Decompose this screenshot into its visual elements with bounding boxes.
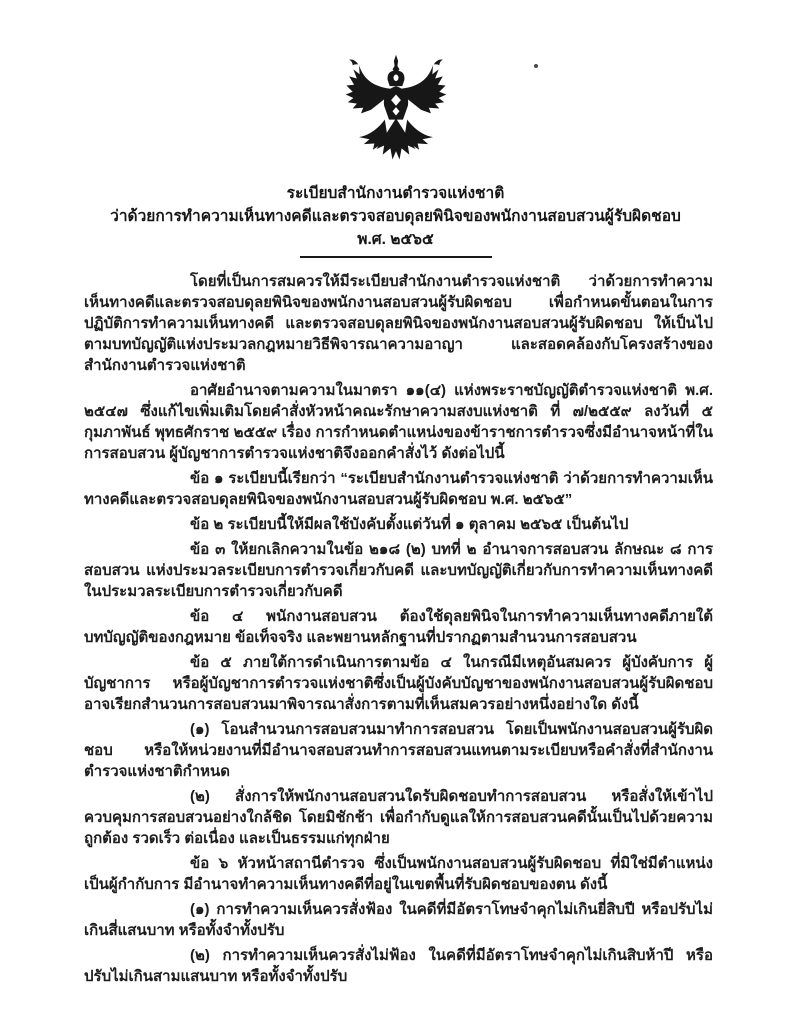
body-paragraph: ข้อ ๖ หัวหน้าสถานีตำรวจ ซึ่งเป็นพนักงานสอบสวนผู้รับผิดชอบ ที่มิใช่มีตำแหน่งเป็นผู้กำกับการ มีอำนาจทำความเห็นทางคดีที่อยู่ในเขตพื้นที่รับผิดชอบของตน ดังนี้	[84, 855, 713, 893]
title-line-2: ว่าด้วยการทำความเห็นทางคดีและตรวจสอบดุลยพินิจของพนักงานสอบสวนผู้รับผิดชอบ	[110, 208, 681, 225]
scan-artifact-dot	[534, 64, 538, 68]
body-paragraph: (๑) การทำความเห็นควรสั่งฟ้อง ในคดีที่มีอัตราโทษจำคุกไม่เกินยี่สิบปี หรือปรับไม่เกินสี่แสนบาท หรือทั้งจำทั้งปรับ	[84, 901, 713, 939]
body-paragraph: ข้อ ๕ ภายใต้การดำเนินการตามข้อ ๔ ในกรณีมีเหตุอันสมควร ผู้บังคับการ ผู้บัญชาการ หรือผู้บัญชาการตำรวจแห่งชาติซึ่งเป็นผู้บังคับบัญชาของพนักงานสอบสวนผู้รับผิดชอบ อาจเรียกสำนวนการสอบสวนมาพิจารณาสั่งการตามที่เห็นสมควรอย่างหนึ่งอย่างใด ดังนี้	[84, 654, 713, 713]
garuda-emblem-icon	[326, 54, 466, 170]
body-paragraph: ข้อ ๓ ให้ยกเลิกความในข้อ ๒๑๘ (๒) บทที่ ๒ อำนาจการสอบสวน ลักษณะ ๘ การสอบสวน แห่งประมวลระเบียบการตำรวจเกี่ยวกับคดี และบทบัญญัติเกี่ยวกับการทำความเห็นทางคดีในประมวลระเบียบการตำรวจเกี่ยวกับคดี	[84, 541, 713, 600]
title-divider	[300, 256, 492, 258]
body-paragraph: (๒) การทำความเห็นควรสั่งไม่ฟ้อง ในคดีที่มีอัตราโทษจำคุกไม่เกินสิบห้าปี หรือปรับไม่เกินสามแสนบาท หรือทั้งจำทั้งปรับ	[84, 947, 713, 985]
body-paragraph: ข้อ ๒ ระเบียบนี้ให้มีผลใช้บังคับตั้งแต่วันที่ ๑ ตุลาคม ๒๕๖๕ เป็นต้นไป	[190, 516, 629, 533]
body-paragraph: ข้อ ๑ ระเบียบนี้เรียกว่า “ระเบียบสำนักงานตำรวจแห่งชาติ ว่าด้วยการทำความเห็นทางคดีและตรวจสอบดุลยพินิจของพนักงานสอบสวนผู้รับผิดชอบ พ.ศ. ๒๕๖๕”	[84, 470, 713, 508]
body-paragraph: (๒) สั่งการให้พนักงานสอบสวนใดรับผิดชอบทำการสอบสวน หรือสั่งให้เข้าไปควบคุมการสอบสวนอย่างใกล้ชิด โดยมิชักช้า เพื่อกำกับดูแลให้การสอบสวนคดีนั้นเป็นไปด้วยความถูกต้อง รวดเร็ว ต่อเนื่อง และเป็นธรรมแก่ทุกฝ่าย	[84, 788, 713, 847]
title-line-3: พ.ศ. ๒๕๖๕	[357, 231, 434, 248]
document-body	[84, 271, 713, 987]
document-title-block	[0, 182, 791, 258]
body-paragraph: อาศัยอำนาจตามความในมาตรา ๑๑(๔) แห่งพระราชบัญญัติตำรวจแห่งชาติ พ.ศ. ๒๕๔๗ ซึ่งแก้ไขเพิ่มเติมโดยคำสั่งหัวหน้าคณะรักษาความสงบแห่งชาติ ที่ ๗/๒๕๕๙ ลงวันที่ ๕ กุมภาพันธ์ พุทธศักราช ๒๕๕๙ เรื่อง การกำหนดตำแหน่งของข้าราชการตำรวจซึ่งมีอำนาจหน้าที่ในการสอบสวน ผู้บัญชาการตำรวจแห่งชาติจึงออกคำสั่งไว้ ดังต่อไปนี้	[84, 382, 713, 462]
body-paragraph: ข้อ ๔ พนักงานสอบสวน ต้องใช้ดุลยพินิจในการทำความเห็นทางคดีภายใต้บทบัญญัติของกฎหมาย ข้อเท็จจริง และพยานหลักฐานที่ปรากฏตามสำนวนการสอบสวน	[84, 608, 713, 646]
body-paragraph: โดยที่เป็นการสมควรให้มีระเบียบสำนักงานตำรวจแห่งชาติ ว่าด้วยการทำความเห็นทางคดีและตรวจสอบดุลยพินิจของพนักงานสอบสวนผู้รับผิดชอบ เพื่อกำหนดขั้นตอนในการปฏิบัติการทำความเห็นทางคดี และตรวจสอบดุลยพินิจของพนักงานสอบสวนผู้รับผิดชอบ ให้เป็นไปตามบทบัญญัติแห่งประมวลกฎหมายวิธีพิจารณาความอาญา และสอดคล้องกับโครงสร้างของสำนักงานตำรวจแห่งชาติ	[84, 273, 713, 374]
title-line-1: ระเบียบสำนักงานตำรวจแห่งชาติ	[286, 185, 505, 202]
body-paragraph: (๑) โอนสำนวนการสอบสวนมาทำการสอบสวน โดยเป็นพนักงานสอบสวนผู้รับผิดชอบ หรือให้หน่วยงานที่มีอำนาจสอบสวนทำการสอบสวนแทนตามระเบียบหรือคำสั่งที่สำนักงานตำรวจแห่งชาติกำหนด	[84, 721, 713, 780]
